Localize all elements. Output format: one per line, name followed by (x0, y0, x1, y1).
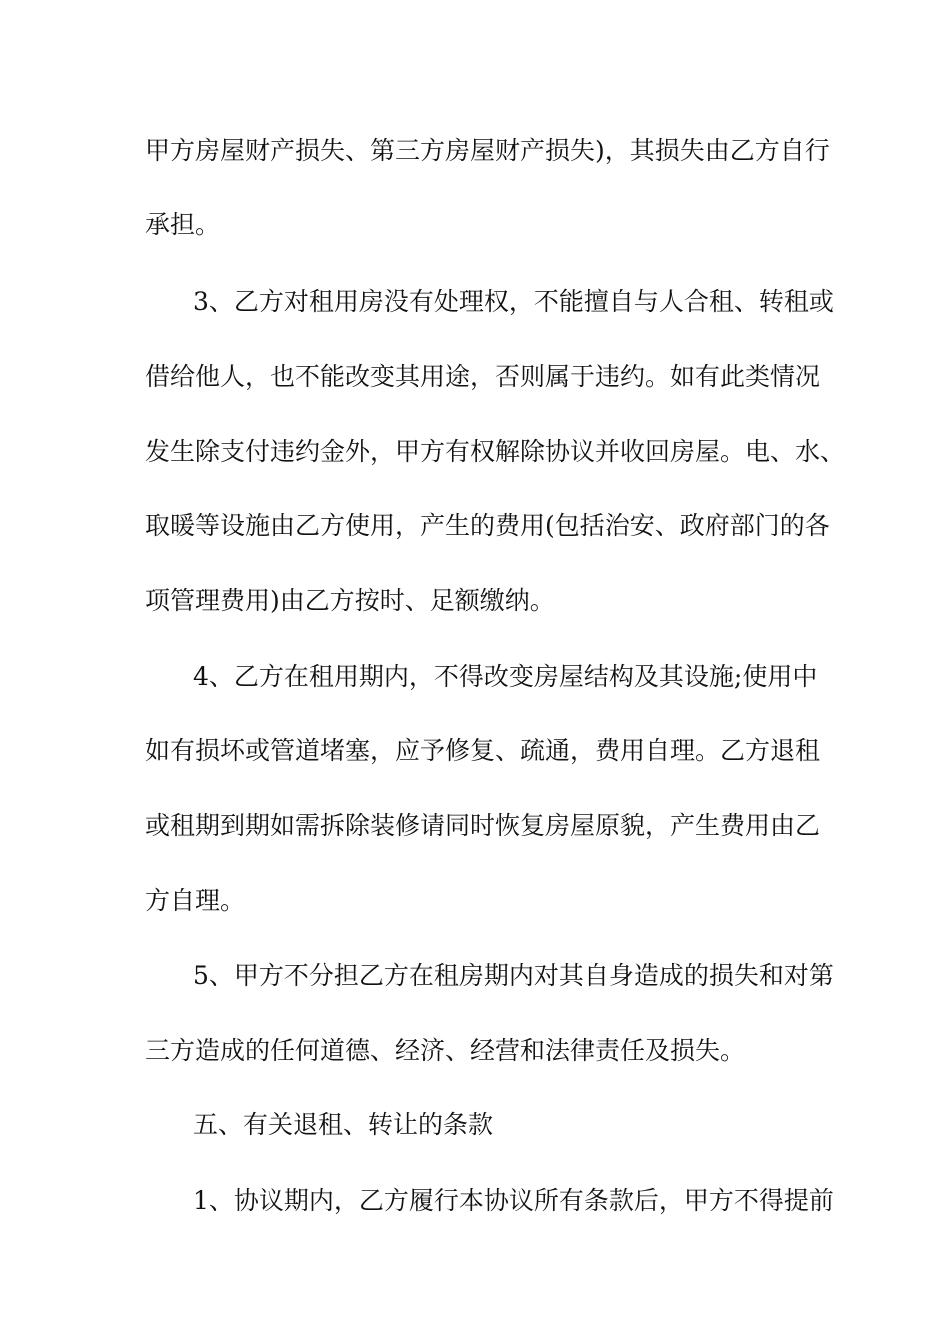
paragraph-line: 取暖等设施由乙方使用，产生的费用(包括治安、政府部门的各 (145, 511, 830, 540)
paragraph-line: 如有损坏或管道堵塞，应予修复、疏通，费用自理。乙方退租 (145, 736, 821, 765)
paragraph-line: 方自理。 (145, 886, 246, 915)
paragraph-line: 三方造成的任何道德、经济、经营和法律责任及损失。 (145, 1036, 746, 1065)
paragraph-line: 借给他人，也不能改变其用途，否则属于违约。如有此类情况 (145, 362, 821, 391)
clause-4-line: 4、乙方在租用期内，不得改变房屋结构及其设施;使用中 (193, 662, 818, 691)
section-heading: 五、有关退租、转让的条款 (193, 1110, 494, 1139)
paragraph-line: 承担。 (145, 210, 221, 239)
paragraph-line: 甲方房屋财产损失、第三方房屋财产损失)，其损失由乙方自行 (145, 136, 830, 165)
paragraph-line: 或租期到期如需拆除装修请同时恢复房屋原貌，产生费用由乙 (145, 811, 821, 840)
paragraph-line: 发生除支付违约金外，甲方有权解除协议并收回房屋。电、水、 (145, 437, 846, 466)
clause-3-line: 3、乙方对租用房没有处理权，不能擅自与人合租、转租或 (193, 287, 834, 316)
clause-5-line: 5、甲方不分担乙方在租房期内对其自身造成的损失和对第 (193, 961, 834, 990)
clause-1-line: 1、协议期内，乙方履行本协议所有条款后，甲方不得提前 (193, 1186, 834, 1215)
paragraph-line: 项管理费用)由乙方按时、足额缴纳。 (145, 586, 555, 615)
